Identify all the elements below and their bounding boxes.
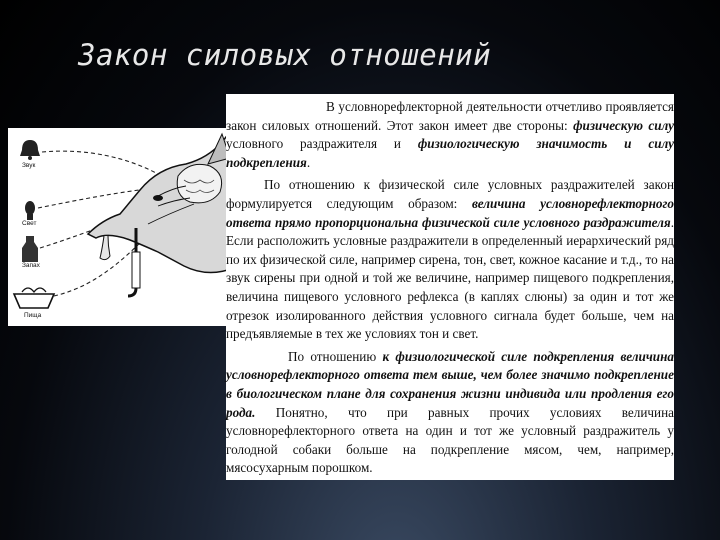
p1-text-e: .: [306, 154, 311, 170]
dog-head-illustration: [8, 128, 234, 326]
food-bowl-icon: [14, 288, 54, 308]
bottle-icon: [22, 236, 38, 262]
body-text: [226, 94, 674, 480]
p3-text-a: По отношению: [288, 348, 383, 364]
p1-text-a: В условнорефлекторной деятельности отчетливо проявляется закон силовых отношений. Этот закон имеет две стороны:: [226, 99, 674, 133]
label-light: Свет: [22, 220, 37, 227]
p2-text-c: . Если расположить условные раздражители в определенный иерархический ряд по их физической силе, например сирена, тон, свет, кожное касание и т.д., то на звук сирены при одной и той же величине, например пищевого подкрепления, величина пищевого условного рефлекса (в каплях слюны) за один и тот же отрезок изолированного действия условного сигнала будет больше, чем на предъявляемые в тех же условиях тон и свет.: [226, 214, 674, 342]
p2-text-a: По отношению к физической силе условных раздражителей закон формулируется следующим образом:: [226, 177, 674, 211]
reflex-diagram: [8, 128, 234, 326]
lamp-icon: [25, 201, 35, 220]
p1-text-c: условного раздражителя и: [226, 136, 418, 152]
slide-title: Закон силовых отношений: [78, 38, 492, 72]
p3-emphasis-reinforcement: к физиологической силе подкрепления величина условнорефлекторного ответа тем выше, чем более значимо подкрепление в биологическом плане для сохранения жизни индивида или продления его рода.: [226, 348, 674, 420]
label-smell: Запах: [22, 262, 40, 269]
paragraph-3: [226, 348, 674, 480]
p3-text-c: Понятно, что при равных прочих условиях величина условнорефлекторного ответа на один и тот же условный раздражитель у голодной собаки больше на подкрепление мясом, чем, например, мясосухарным порошком.: [226, 404, 674, 476]
p1-emphasis-physical-force: физическую силу: [573, 117, 674, 133]
paragraph-1: [226, 98, 674, 174]
label-sound: Звук: [22, 162, 36, 169]
paragraph-2: [226, 176, 674, 345]
label-food: Пища: [24, 312, 42, 319]
p2-emphasis-law: величина условнорефлекторного ответа прямо пропорциональна физической силе условного раздражителя: [226, 195, 674, 230]
bell-icon: [20, 140, 40, 160]
p1-emphasis-significance: физиологическую значимость и силу подкрепления: [226, 136, 674, 170]
